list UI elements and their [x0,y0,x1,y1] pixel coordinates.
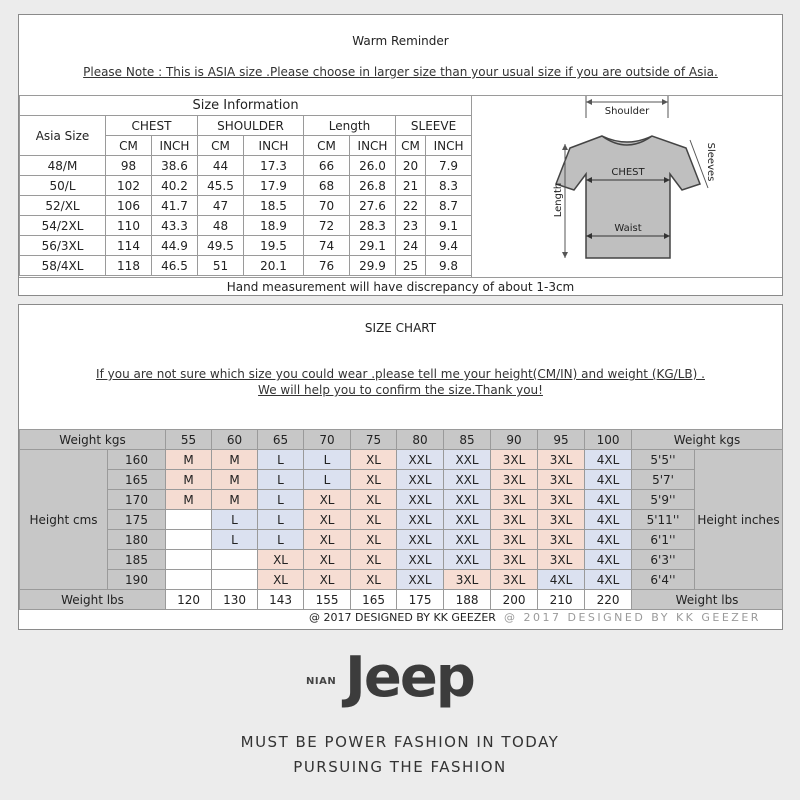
height-row [20,470,783,490]
group-header: Length [304,116,396,136]
size-cell: 4XL [585,530,632,550]
height-inch-cell: 6'1'' [632,530,695,550]
weight-lb-cell: 130 [212,590,258,610]
measurement-cell: 40.2 [152,176,198,196]
measurement-cell: 102 [106,176,152,196]
measurement-cell: 44.9 [152,236,198,256]
height-cms-label: Height cms [20,450,108,590]
weight-kg-cell: 60 [212,430,258,450]
measurement-cell: 72 [304,216,350,236]
measurement-cell: 18.5 [244,196,304,216]
size-information-title: Size Information [20,96,472,116]
weight-kg-cell: 85 [444,430,491,450]
size-cell: XL [351,450,397,470]
size-cell: 3XL [538,550,585,570]
shoulder-label: Shoulder [604,106,650,117]
size-row [20,236,472,256]
measurement-cell: 23 [396,216,426,236]
size-cell: 3XL [491,570,538,590]
size-information-table [19,95,472,276]
measurement-cell: 66 [304,156,350,176]
size-cell: XL [351,570,397,590]
measurement-cell: 9.1 [426,216,472,236]
measurement-cell: 17.9 [244,176,304,196]
height-inch-cell: 5'7' [632,470,695,490]
size-cell: XL [304,490,351,510]
size-cell: 3XL [491,510,538,530]
measurement-cell: 29.9 [350,256,396,276]
size-cell: 4XL [585,570,632,590]
size-cell: XL [304,550,351,570]
weight-kg-cell: 55 [166,430,212,450]
size-cell: L [304,470,351,490]
size-cell [212,570,258,590]
size-cell: XXL [444,470,491,490]
weight-kgs-label: Weight kgs [20,430,166,450]
measurement-cell: 51 [198,256,244,276]
size-row [20,196,472,216]
weight-lbs-label-right: Weight lbs [632,590,783,610]
shirt-measurement-diagram [471,95,782,277]
height-cm-cell: 165 [108,470,166,490]
weight-lb-cell: 200 [491,590,538,610]
measurement-cell: 26.0 [350,156,396,176]
height-inch-cell: 5'5'' [632,450,695,470]
measurement-cell: 7.9 [426,156,472,176]
weight-lb-cell: 175 [397,590,444,610]
size-cell: XL [304,570,351,590]
size-cell: L [258,530,304,550]
size-cell: L [212,510,258,530]
asia-size-note: Please Note : This is ASIA size .Please choose in larger size than your usual size if you are outside of Asia. [83,65,718,79]
size-row [20,176,472,196]
size-cell: XL [351,470,397,490]
weight-lb-cell: 120 [166,590,212,610]
size-cell: M [166,450,212,470]
size-cell: 4XL [585,510,632,530]
measurement-cell: 9.8 [426,256,472,276]
unit-header: INCH [426,136,472,156]
weight-lb-cell: 220 [585,590,632,610]
height-row [20,490,783,510]
size-cell: 4XL [585,470,632,490]
size-cell: XL [258,550,304,570]
measurement-cell: 20 [396,156,426,176]
weight-lb-cell: 143 [258,590,304,610]
size-cell: XL [351,550,397,570]
asia-size-cell: 58/4XL [20,256,106,276]
sleeves-label: Sleeves [705,142,716,182]
asia-size-cell: 54/2XL [20,216,106,236]
size-cell: 3XL [491,450,538,470]
measurement-cell: 110 [106,216,152,236]
size-chart-panel [18,304,783,630]
size-cell [166,530,212,550]
size-cell [166,550,212,570]
measurement-cell: 70 [304,196,350,216]
group-header: SHOULDER [198,116,304,136]
size-cell: XL [304,530,351,550]
size-cell: XXL [444,490,491,510]
weight-kg-row [20,430,783,450]
weight-kg-cell: 80 [397,430,444,450]
asia-size-cell: 50/L [20,176,106,196]
weight-kg-cell: 70 [304,430,351,450]
brand-tagline-2: PURSUING THE FASHION [293,758,507,776]
size-cell: XXL [397,550,444,570]
weight-lb-cell: 155 [304,590,351,610]
height-row [20,550,783,570]
tshirt-diagram-icon [472,96,783,278]
size-cell [212,550,258,570]
size-chart-title: SIZE CHART [364,321,437,335]
height-inch-cell: 5'11'' [632,510,695,530]
unit-header: CM [106,136,152,156]
size-cell: 3XL [491,470,538,490]
size-cell: 3XL [491,550,538,570]
height-inch-cell: 5'9'' [632,490,695,510]
measurement-cell: 8.3 [426,176,472,196]
measurement-cell: 49.5 [198,236,244,256]
asia-size-cell: 48/M [20,156,106,176]
length-label: Length [553,182,564,218]
size-cell: XXL [397,470,444,490]
height-inch-cell: 6'4'' [632,570,695,590]
size-cell: XXL [444,530,491,550]
height-cm-cell: 160 [108,450,166,470]
measurement-cell: 38.6 [152,156,198,176]
waist-label: Waist [614,223,642,234]
designer-credit: @ 2017 DESIGNED BY KK GEEZER [309,611,496,624]
size-cell: 4XL [538,570,585,590]
size-cell: XXL [397,510,444,530]
size-cell: 3XL [538,470,585,490]
weight-kg-cell: 65 [258,430,304,450]
measurement-cell: 98 [106,156,152,176]
size-cell: XXL [444,550,491,570]
size-cell: 3XL [491,490,538,510]
size-chart-note-line2: We will help you to confirm the size.Thank you! [258,383,543,397]
height-row [20,530,783,550]
height-inch-cell: 6'3'' [632,550,695,570]
size-cell [166,570,212,590]
measurement-cell: 27.6 [350,196,396,216]
size-cell: 4XL [585,550,632,570]
size-cell: L [258,510,304,530]
measurement-cell: 74 [304,236,350,256]
size-cell: M [212,490,258,510]
measurement-cell: 18.9 [244,216,304,236]
height-cm-cell: 190 [108,570,166,590]
height-row [20,450,783,470]
size-cell: 4XL [585,450,632,470]
size-cell: M [166,470,212,490]
height-inches-label: Height inches [695,450,783,590]
measurement-cell: 22 [396,196,426,216]
size-cell: XXL [397,570,444,590]
measurement-cell: 48 [198,216,244,236]
measurement-cell: 44 [198,156,244,176]
warm-reminder-title: Warm Reminder [352,34,449,48]
size-cell: XL [351,530,397,550]
measurement-cell: 46.5 [152,256,198,276]
size-cell: L [212,530,258,550]
measurement-cell: 76 [304,256,350,276]
measurement-cell: 8.7 [426,196,472,216]
group-header: SLEEVE [396,116,472,136]
size-cell: XXL [444,450,491,470]
size-cell: XL [304,510,351,530]
designer-watermark: @ 2017 DESIGNED BY KK GEEZER [504,611,761,624]
measurement-cell: 24 [396,236,426,256]
weight-kgs-label-right: Weight kgs [632,430,783,450]
height-row [20,510,783,530]
size-cell: L [258,490,304,510]
measurement-cell: 21 [396,176,426,196]
height-cm-cell: 170 [108,490,166,510]
asia-size-cell: 52/XL [20,196,106,216]
unit-header: INCH [244,136,304,156]
brand-prefix: NIAN [306,676,337,687]
size-cell: 4XL [585,490,632,510]
weight-kg-cell: 90 [491,430,538,450]
chest-label: CHEST [611,167,645,178]
unit-header: INCH [350,136,396,156]
size-cell: L [304,450,351,470]
measurement-cell: 9.4 [426,236,472,256]
measurement-cell: 106 [106,196,152,216]
weight-lbs-row [20,590,783,610]
height-row [20,570,783,590]
measurement-cell: 19.5 [244,236,304,256]
measurement-cell: 28.3 [350,216,396,236]
measurement-cell: 25 [396,256,426,276]
unit-header: CM [396,136,426,156]
size-cell: XXL [444,510,491,530]
measurement-cell: 114 [106,236,152,256]
brand-logo: Jeep [345,645,474,710]
measurement-cell: 20.1 [244,256,304,276]
measurement-cell: 17.3 [244,156,304,176]
size-cell: M [212,470,258,490]
size-row [20,216,472,236]
size-cell [166,510,212,530]
weight-kg-cell: 75 [351,430,397,450]
height-weight-size-table [19,429,783,610]
measurement-cell: 118 [106,256,152,276]
size-cell: 3XL [491,530,538,550]
height-cm-cell: 175 [108,510,166,530]
size-cell: L [258,470,304,490]
measurement-cell: 43.3 [152,216,198,236]
size-cell: XXL [397,450,444,470]
height-cm-cell: 185 [108,550,166,570]
height-cm-cell: 180 [108,530,166,550]
asia-size-header: Asia Size [20,116,106,156]
size-cell: XXL [397,530,444,550]
measurement-cell: 68 [304,176,350,196]
measurement-cell: 26.8 [350,176,396,196]
size-cell: M [212,450,258,470]
weight-lb-cell: 165 [351,590,397,610]
measurement-cell: 29.1 [350,236,396,256]
size-cell: 3XL [538,530,585,550]
size-cell: M [166,490,212,510]
size-cell: XXL [397,490,444,510]
unit-header: CM [198,136,244,156]
size-cell: XL [258,570,304,590]
measurement-footnote: Hand measurement will have discrepancy of about 1-3cm [19,277,782,297]
measurement-cell: 47 [198,196,244,216]
size-cell: 3XL [444,570,491,590]
size-row [20,256,472,276]
size-cell: L [258,450,304,470]
weight-lb-cell: 188 [444,590,491,610]
brand-tagline-1: MUST BE POWER FASHION IN TODAY [240,733,560,751]
size-cell: 3XL [538,490,585,510]
group-header: CHEST [106,116,198,136]
unit-header: INCH [152,136,198,156]
weight-kg-cell: 95 [538,430,585,450]
weight-lbs-label: Weight lbs [20,590,166,610]
size-cell: 3XL [538,450,585,470]
size-row [20,156,472,176]
measurement-cell: 41.7 [152,196,198,216]
measurement-cell: 45.5 [198,176,244,196]
weight-kg-cell: 100 [585,430,632,450]
unit-header: CM [304,136,350,156]
size-cell: XL [351,490,397,510]
size-information-panel [18,14,783,296]
size-cell: XL [351,510,397,530]
asia-size-cell: 56/3XL [20,236,106,256]
weight-lb-cell: 210 [538,590,585,610]
size-cell: 3XL [538,510,585,530]
size-chart-note-line1: If you are not sure which size you could wear .please tell me your height(CM/IN) and weight (KG/LB) . [96,367,705,381]
